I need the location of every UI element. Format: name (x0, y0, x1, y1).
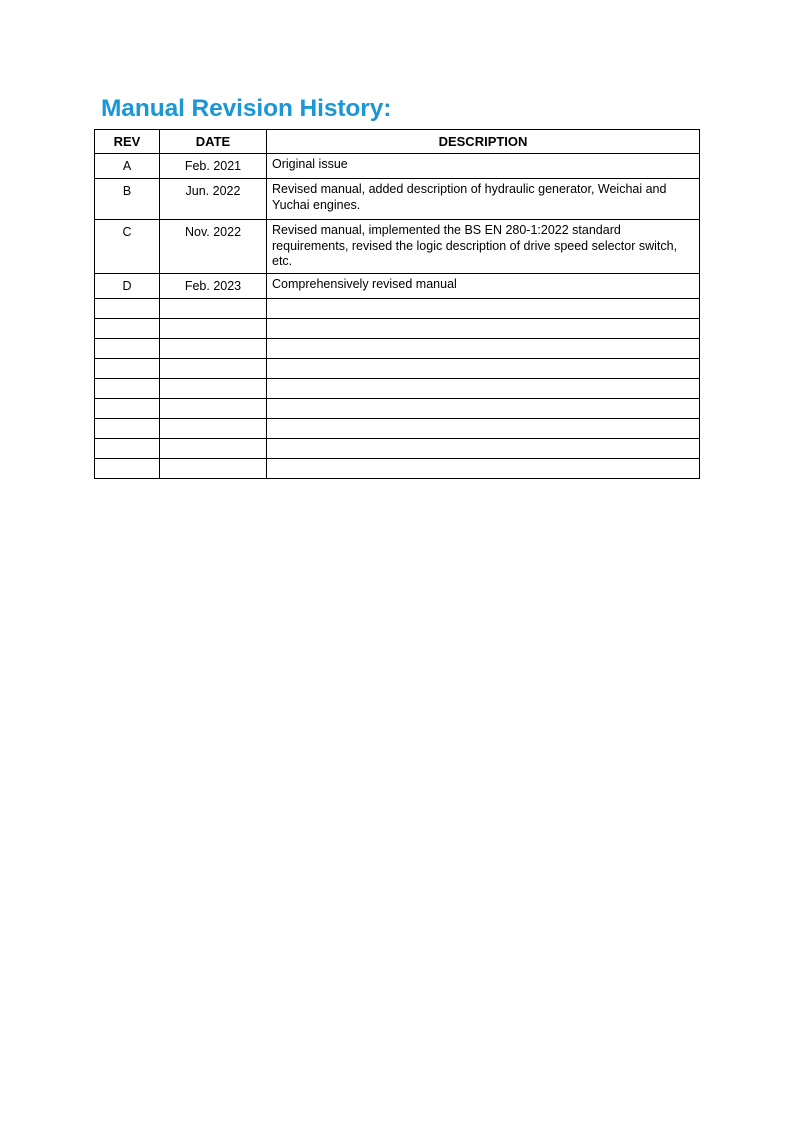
column-header-date: DATE (160, 130, 267, 154)
empty-table-row (95, 359, 700, 379)
table-row (95, 274, 700, 299)
empty-cell (160, 379, 267, 399)
empty-cell (95, 399, 160, 419)
empty-cell (267, 299, 700, 319)
empty-table-row (95, 439, 700, 459)
empty-table-row (95, 399, 700, 419)
empty-cell (160, 359, 267, 379)
empty-cell (160, 339, 267, 359)
empty-cell (95, 379, 160, 399)
empty-cell (95, 359, 160, 379)
empty-cell (267, 419, 700, 439)
rev-cell: B (95, 179, 160, 220)
empty-cell (267, 459, 700, 479)
empty-cell (95, 299, 160, 319)
empty-cell (160, 319, 267, 339)
description-cell: Revised manual, added description of hydraulic generator, Weichai and Yuchai engines. (267, 179, 700, 220)
column-header-rev: REV (95, 130, 160, 154)
empty-cell (267, 399, 700, 419)
description-cell: Comprehensively revised manual (267, 274, 700, 299)
rev-cell: A (95, 154, 160, 179)
empty-cell (267, 339, 700, 359)
table-header-row (95, 130, 700, 154)
date-cell: Feb. 2023 (160, 274, 267, 299)
empty-table-row (95, 379, 700, 399)
empty-table-row (95, 299, 700, 319)
page-title: Manual Revision History: (101, 95, 392, 122)
empty-cell (267, 319, 700, 339)
empty-cell (160, 419, 267, 439)
description-cell: Revised manual, implemented the BS EN 280-1:2022 standard requirements, revised the logic description of drive speed selector switch, etc. (267, 220, 700, 274)
empty-table-row (95, 419, 700, 439)
table-row (95, 154, 700, 179)
empty-table-row (95, 339, 700, 359)
empty-cell (95, 319, 160, 339)
empty-cell (95, 459, 160, 479)
empty-cell (160, 299, 267, 319)
empty-table-row (95, 319, 700, 339)
column-header-description: DESCRIPTION (267, 130, 700, 154)
empty-cell (95, 339, 160, 359)
empty-cell (267, 379, 700, 399)
date-cell: Jun. 2022 (160, 179, 267, 220)
rev-cell: D (95, 274, 160, 299)
empty-cell (160, 459, 267, 479)
empty-table-row (95, 459, 700, 479)
table-row (95, 220, 700, 274)
table-row (95, 179, 700, 220)
empty-cell (267, 359, 700, 379)
empty-cell (160, 439, 267, 459)
rev-cell: C (95, 220, 160, 274)
empty-cell (267, 439, 700, 459)
description-cell: Original issue (267, 154, 700, 179)
date-cell: Feb. 2021 (160, 154, 267, 179)
empty-cell (95, 439, 160, 459)
empty-cell (160, 399, 267, 419)
date-cell: Nov. 2022 (160, 220, 267, 274)
revision-history-table (94, 129, 700, 479)
empty-cell (95, 419, 160, 439)
